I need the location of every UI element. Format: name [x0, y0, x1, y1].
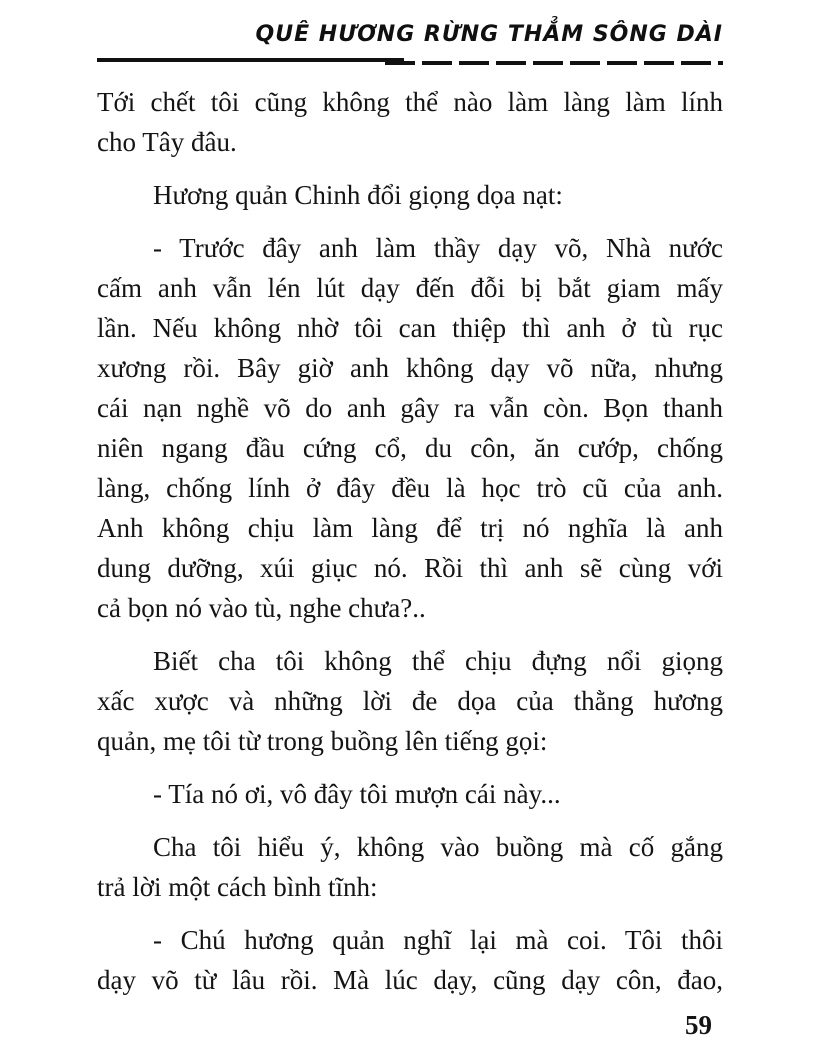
text-line: cái nạn nghề võ do anh gây ra vẫn còn. Bọn thanh: [97, 393, 723, 423]
text-line: cho Tây đâu.: [97, 127, 237, 157]
text-line: Biết cha tôi không thể chịu đựng nổi giọng: [153, 646, 723, 676]
text-line: Anh không chịu làm làng để trị nó nghĩa là anh: [97, 513, 723, 543]
text-line: niên ngang đầu cứng cổ, du côn, ăn cướp, chống: [97, 433, 723, 463]
paragraph: [97, 827, 723, 907]
paragraph: [97, 641, 723, 761]
header-rule-left-segment: [97, 58, 404, 62]
paragraph: [97, 228, 723, 628]
text-line: dung dưỡng, xúi giục nó. Rồi thì anh sẽ cùng với: [97, 553, 723, 583]
text-line: cấm anh vẫn lén lút dạy đến đỗi bị bắt giam mấy: [97, 273, 723, 303]
paragraph: [97, 774, 723, 814]
text-line: - Chú hương quản nghĩ lại mà coi. Tôi thôi: [153, 925, 723, 955]
text-line: - Tía nó ơi, vô đây tôi mượn cái này...: [153, 779, 561, 809]
text-line: Cha tôi hiểu ý, không vào buồng mà cố gắng: [153, 832, 723, 862]
header-rule-right-segment: [385, 61, 723, 65]
text-line: xấc xược và những lời đe dọa của thằng hương: [97, 686, 723, 716]
text-line: dạy võ từ lâu rồi. Mà lúc dạy, cũng dạy côn, đao,: [97, 965, 723, 995]
body-text: [97, 82, 723, 1000]
text-line: làng, chống lính ở đây đều là học trò cũ của anh.: [97, 473, 723, 503]
header-rule: [97, 58, 723, 68]
text-line: cả bọn nó vào tù, nghe chưa?..: [97, 593, 426, 623]
paragraph: [97, 920, 723, 1000]
text-line: trả lời một cách bình tĩnh:: [97, 872, 378, 902]
text-line: quản, mẹ tôi từ trong buồng lên tiếng gọi:: [97, 726, 548, 756]
text-line: Tới chết tôi cũng không thể nào làm làng làm lính: [97, 87, 723, 117]
text-line: xương rồi. Bây giờ anh không dạy võ nữa, nhưng: [97, 353, 723, 383]
running-header-title: QUÊ HƯƠNG RỪNG THẲM SÔNG DÀI: [255, 22, 723, 47]
paragraph: [97, 175, 723, 215]
text-line: lần. Nếu không nhờ tôi can thiệp thì anh ở tù rục: [97, 313, 723, 343]
text-line: Hương quản Chinh đổi giọng dọa nạt:: [153, 180, 563, 210]
page-number: 59: [685, 1010, 712, 1040]
text-line: - Trước đây anh làm thầy dạy võ, Nhà nước: [153, 233, 723, 263]
paragraph: [97, 82, 723, 162]
